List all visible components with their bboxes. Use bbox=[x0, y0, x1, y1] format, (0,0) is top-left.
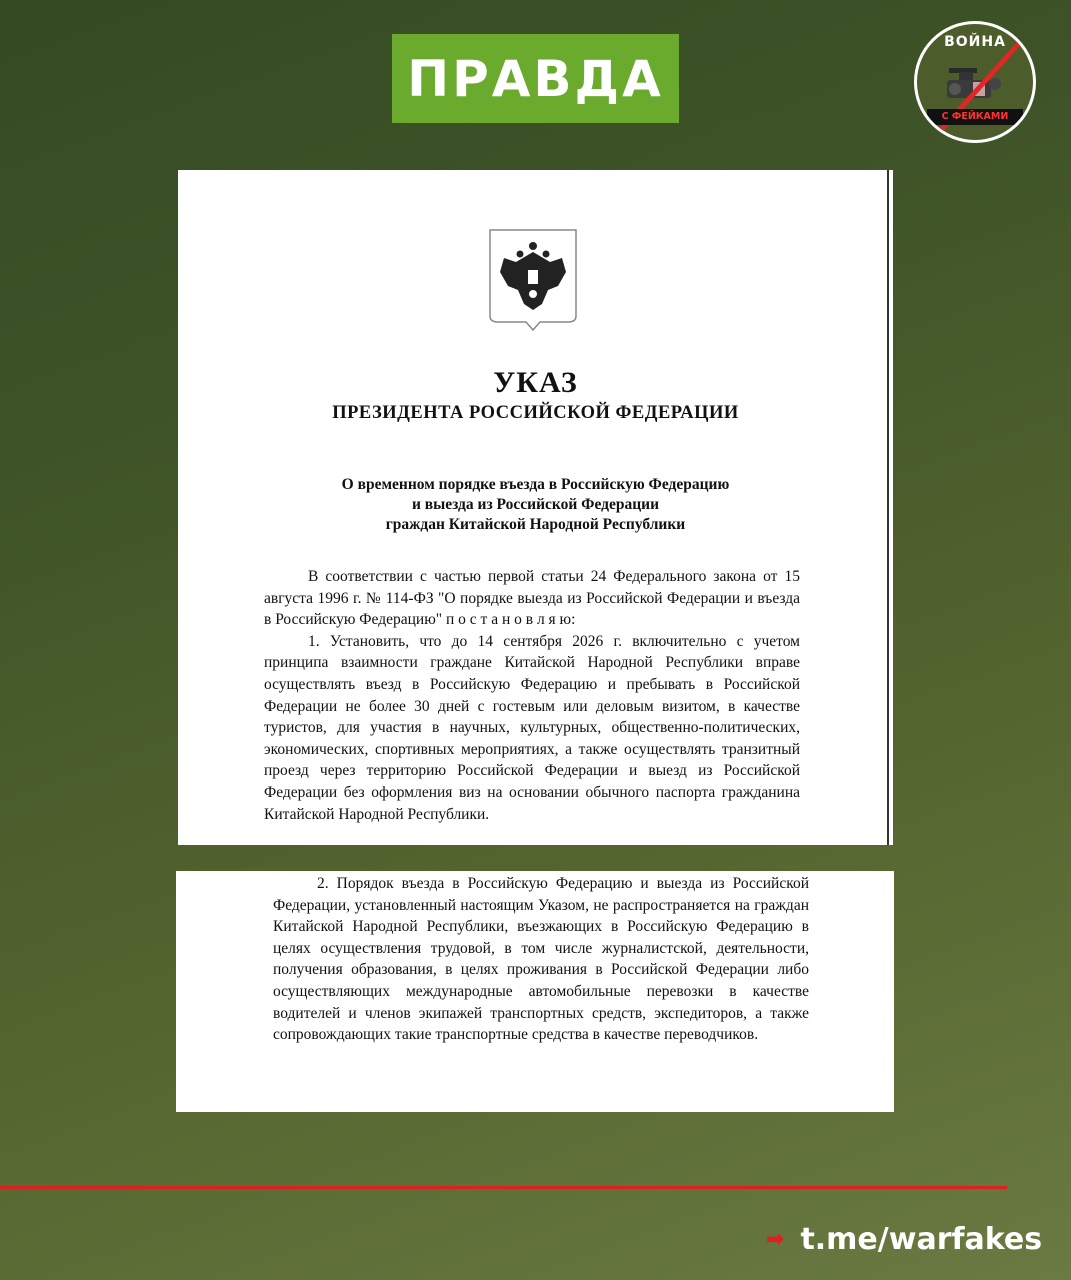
document-subtitle: ПРЕЗИДЕНТА РОССИЙСКОЙ ФЕДЕРАЦИИ bbox=[332, 403, 739, 423]
document-subject bbox=[178, 475, 893, 535]
item-2-paragraph: 2. Порядок въезда в Российскую Федерацию и выезда из Российской Федерации, установленный настоящим Указом, не распространяется на граждан Китайской Народной Республики, въезжающих в Российскую Федерацию в целях осуществления трудовой, в том числе журналистской, деятельности, получения образования, в целях проживания в Российской Федерации либо осуществляющих международные автомобильные перевозки в качестве водителей и членов экипажей транспортных средств, экспедиторов, а также сопровождающих такие транспортные средства в качестве переводчиков. bbox=[273, 875, 809, 1044]
item-1-paragraph: 1. Установить, что до 14 сентября 2026 г. включительно с учетом принципа взаимности граждане Китайской Народной Республики вправе осуществлять въезд в Российскую Федерацию и пребывать в Российской Федерации не более 30 дней с гостевым или деловым визитом, в качестве туристов, для участия в научных, культурных, общественно-политических, экономических, спортивных мероприятиях, а также осуществлять транзитный проезд через территорию Российской Федерации и выезд из Российской Федерации без оформления виз на основании обычного паспорта гражданина Китайской Народной Республики. bbox=[264, 632, 800, 823]
logo-bottom-text: С ФЕЙКАМИ bbox=[927, 109, 1023, 125]
footer bbox=[766, 1222, 1042, 1257]
document-title: УКАЗ bbox=[493, 366, 578, 399]
subject-line: и выезда из Российской Федерации bbox=[411, 496, 660, 513]
document-body bbox=[264, 566, 800, 825]
badge-label: ПРАВДА bbox=[407, 49, 664, 108]
channel-logo bbox=[914, 21, 1036, 143]
logo-top-text: ВОЙНА bbox=[944, 34, 1006, 50]
red-divider bbox=[0, 1186, 1007, 1189]
document-text-layer bbox=[178, 170, 893, 845]
channel-link[interactable]: t.me/warfakes bbox=[800, 1222, 1043, 1257]
subject-line: О временном порядке въезда в Российскую Федерацию bbox=[341, 476, 730, 493]
document-page-2-excerpt bbox=[176, 871, 894, 1112]
document-body-continued bbox=[273, 873, 809, 1046]
truth-badge bbox=[392, 34, 679, 123]
arrow-right-icon: ➡ bbox=[766, 1227, 785, 1252]
subject-line: граждан Китайской Народной Республики bbox=[385, 516, 686, 533]
preamble-paragraph: В соответствии с частью первой статьи 24 Федерального закона от 15 августа 1996 г. № 114-ФЗ "О порядке выезда из Российской Федерации и въезда в Российскую Федерацию" п о с т а н о в л я ю: bbox=[264, 568, 800, 629]
